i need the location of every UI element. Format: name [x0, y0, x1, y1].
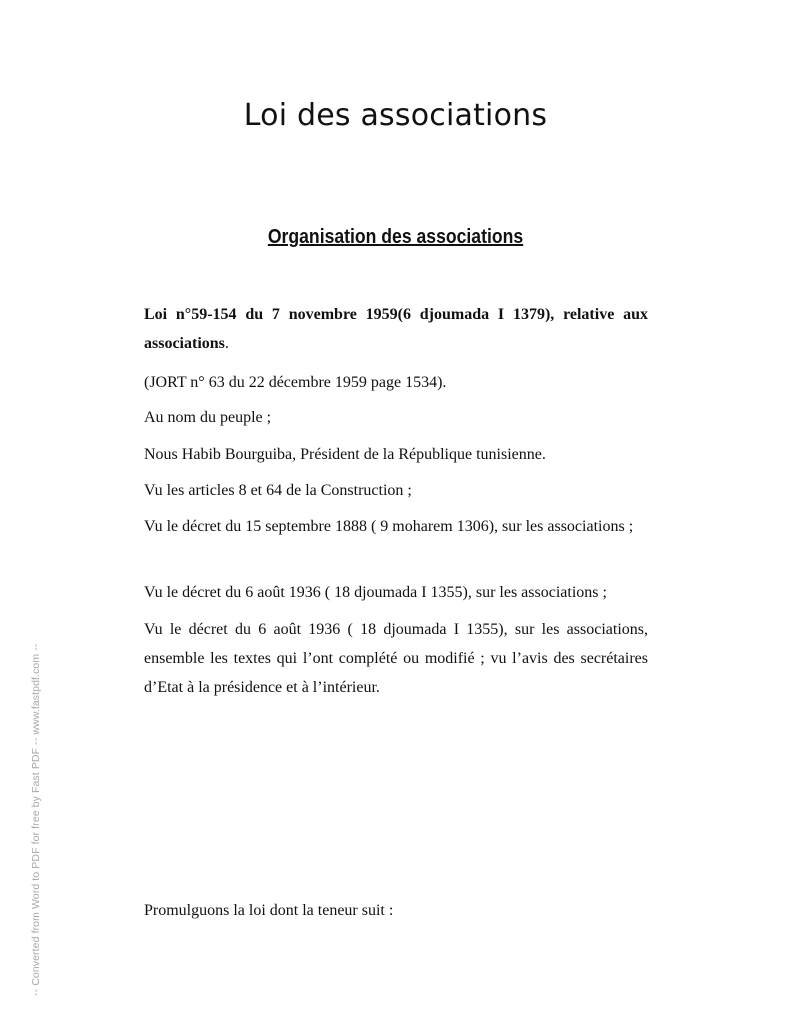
document-subtitle: Organisation des associations — [267, 226, 524, 248]
preamble-decree-1936: Vu le décret du 6 août 1936 ( 18 djoumada I 1355), sur les associations ; — [144, 584, 607, 601]
law-reference-tail: . — [224, 335, 229, 352]
preamble-people: Au nom du peuple ; — [144, 409, 272, 426]
law-reference-bold: Loi n°59-154 du 7 novembre 1959(6 djoumada I 1379), relative aux associations — [144, 306, 648, 352]
preamble-president: Nous Habib Bourguiba, Président de la République tunisienne. — [144, 446, 546, 463]
preamble-decree-1936-extended: Vu le décret du 6 août 1936 ( 18 djoumada I 1355), sur les associations, ensemble les textes qui l’ont complété ou modifié ; vu l’avis des secrétaires d’Etat à la présidence et à l’intérieur. — [144, 621, 648, 696]
jort-reference: (JORT n° 63 du 22 décembre 1959 page 1534). — [144, 374, 447, 391]
converter-watermark: -- Converted from Word to PDF for free by Fast PDF -- www.fastpdf.com -- — [30, 643, 42, 996]
law-reference — [144, 300, 648, 358]
preamble-decree-1888: Vu le décret du 15 septembre 1888 ( 9 moharem 1306), sur les associations ; — [144, 518, 634, 535]
document-title: Loi des associations — [243, 98, 548, 133]
preamble-articles: Vu les articles 8 et 64 de la Construction ; — [144, 482, 412, 499]
promulgation-line: Promulguons la loi dont la teneur suit : — [144, 902, 394, 919]
